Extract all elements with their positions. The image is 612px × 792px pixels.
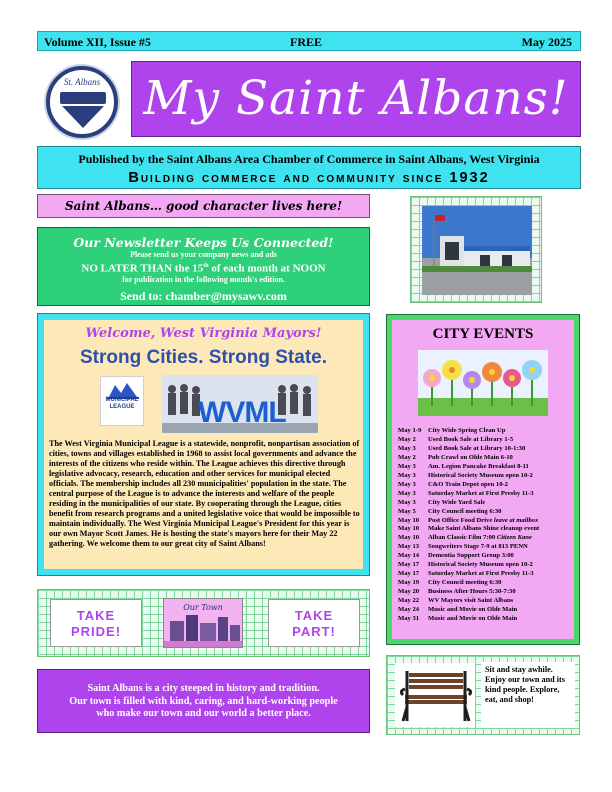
issue-bar	[37, 31, 581, 51]
issue-date: May 2025	[521, 35, 572, 49]
event-text: C&O Train Depot open 10-2	[428, 480, 508, 488]
event-date: May 17	[398, 570, 420, 578]
city-events-title: CITY EVENTS	[432, 326, 534, 342]
event-note: leave at mailbox	[493, 516, 539, 524]
event-item	[398, 463, 574, 472]
event-text: Dementia Support Group 3:00	[428, 552, 514, 560]
wvml-article	[44, 320, 363, 569]
event-item	[398, 472, 574, 481]
event-date: May 3	[398, 489, 416, 497]
event-item	[398, 543, 574, 552]
logo-band	[60, 92, 106, 104]
event-item	[398, 570, 574, 579]
event-item	[398, 561, 574, 570]
event-item	[398, 579, 574, 588]
event-item	[398, 615, 574, 624]
newsletter-heading: Our Newsletter Keeps Us Connected!	[73, 235, 334, 250]
event-text: Music and Movie on Olde Main	[428, 615, 518, 623]
building-photo-frame	[410, 196, 542, 303]
event-note: Citizen Kane	[496, 534, 532, 542]
take-pride-sign: TAKE PRIDE!	[50, 599, 142, 647]
event-text: City Council meeting 6:30	[428, 579, 502, 587]
event-date: May 10	[398, 534, 420, 542]
closing-line2: Our town is filled with kind, caring, and hard-working people	[69, 695, 338, 707]
event-text: Am. Legion Pancake Breakfast 8-11	[428, 462, 529, 470]
publisher-banner	[37, 146, 581, 189]
event-text: Music and Movie on Olde Main	[428, 606, 518, 614]
closing-line3: who make our town and our world a better place.	[96, 708, 311, 719]
city-events	[392, 320, 574, 639]
event-text: Pub Crawl on Olde Main 6-10	[428, 453, 513, 461]
event-date: May 2	[398, 453, 416, 461]
event-text: Business After Hours 5:30-7:30	[428, 588, 516, 596]
bench-icon	[395, 663, 475, 727]
event-date: May 20	[398, 588, 420, 596]
since-line: Building commerce and community since 1932	[128, 170, 490, 186]
event-date: May 14	[398, 552, 420, 560]
event-text: Historical Society Museum open 10-2	[428, 471, 533, 479]
event-date: May 5	[398, 507, 416, 515]
event-text: Post Office Food Drive	[428, 516, 494, 524]
event-date: May 22	[398, 597, 420, 605]
newsletter-deadline: NO LATER THAN the 15th of each month at NOON	[81, 262, 326, 275]
event-text: City Wide Spring Clean Up	[428, 427, 506, 434]
price-label: FREE	[290, 35, 323, 49]
take-part-sign: TAKE PART!	[268, 599, 360, 647]
event-item	[398, 534, 574, 543]
our-town-text: Our Town	[183, 603, 223, 612]
newsletter-line1: Please send us your company news and ads	[130, 250, 277, 259]
our-town-graphic	[163, 598, 243, 648]
event-date: May 3	[398, 444, 416, 452]
bench-frame	[386, 655, 580, 735]
event-text: Alban Classic Film 7:00	[428, 534, 497, 542]
municipal-league-logo	[100, 376, 144, 426]
newsletter-email[interactable]: Send to: chamber@mysawv.com	[120, 288, 287, 303]
flowers-illustration	[418, 350, 548, 416]
event-text: Songwriters Stage 7-9 at 813 PENN	[428, 543, 528, 551]
publisher-line: Published by the Saint Albans Area Chamber of Commerce in Saint Albans, West Virginia	[78, 152, 540, 166]
event-text: Used Book Sale at Library 10-1:30	[428, 444, 526, 452]
event-item	[398, 597, 574, 606]
event-item	[398, 508, 574, 517]
event-date: May 1-9	[398, 427, 422, 434]
event-date: May 3	[398, 498, 416, 506]
welcome-heading: Welcome, West Virginia Mayors!	[85, 326, 322, 341]
bench-caption: Sit and stay awhile. Enjoy our town and its kind people. Explore, eat, and shop!	[481, 662, 575, 728]
event-text: Historical Society Museum open 10-2	[428, 561, 533, 569]
closing-message	[37, 669, 370, 733]
wvml-body: The West Virginia Municipal League is a statewide, nonprofit, nonpartisan association of cities, towns and villages established in 1968 to assist local governments and advance the interests of the citizens who reside within. The League achieves this directive through legislative advocacy, research, education and other services for municipal elected officials. The membership includes all 230 municipalities' population in the state. The central purpose of the League is to advance the interests and welfare of the people residing in the municipalities of our state. By cooperating through the League, cities benefit from research programs and a united legislative voice that would be impossible to maintain individually. The West Virginia Municipal League's President for this year is our own Mayor Scott James. He is hosting the state's mayors here for their May 22 gathering. We welcome them to our great city of Saint Albans!	[49, 439, 360, 548]
event-item	[398, 427, 574, 436]
event-date: May 19	[398, 579, 420, 587]
event-item	[398, 606, 574, 615]
event-date: May 3	[398, 462, 416, 470]
event-date: May 3	[398, 471, 416, 479]
event-item	[398, 490, 574, 499]
newsletter-line3: for publication in the following month's edition.	[122, 274, 285, 284]
wvml-sign: WVML	[198, 396, 286, 429]
closing-line1: Saint Albans is a city steeped in history and tradition.	[87, 683, 320, 694]
event-text: Saturday Market at First Presby 11-3	[428, 570, 534, 578]
event-date: May 24	[398, 606, 420, 614]
event-item	[398, 445, 574, 454]
event-date: May 2	[398, 435, 416, 443]
events-list	[398, 427, 574, 624]
event-text: City Council meeting 6:30	[428, 507, 502, 515]
event-text: WV Mayors visit Saint Albans	[428, 597, 514, 605]
strong-cities-slogan: Strong Cities. Strong State.	[79, 347, 328, 368]
event-date: May 17	[398, 561, 420, 569]
event-text: Make Saint Albans Shine cleanup event	[428, 525, 540, 533]
take-pride-strip	[37, 589, 370, 657]
event-item	[398, 517, 574, 526]
event-date: May 3	[398, 480, 416, 488]
event-date: May 10	[398, 525, 420, 533]
event-date: May 13	[398, 543, 420, 551]
newsletter-box	[37, 227, 370, 306]
event-item	[398, 436, 574, 445]
event-text: Saturday Market at First Presby 11-3	[428, 489, 534, 497]
event-text: Used Book Sale at Library 1-5	[428, 435, 514, 443]
building-photo	[422, 206, 532, 295]
league-group-photo	[162, 375, 318, 433]
event-text: City Wide Yard Sale	[428, 498, 486, 506]
event-item	[398, 525, 574, 534]
event-item	[398, 499, 574, 508]
event-item	[398, 481, 574, 490]
tagline: Saint Albans… good character lives here!	[37, 194, 370, 218]
event-item	[398, 454, 574, 463]
event-item	[398, 588, 574, 597]
city-events-frame	[386, 314, 580, 645]
volume-label: Volume XII, Issue #5	[44, 35, 151, 49]
st-albans-logo	[46, 66, 118, 138]
event-date: May 31	[398, 615, 420, 623]
logo-year: est. 1932	[71, 106, 93, 112]
wvml-article-frame	[37, 313, 370, 576]
logo-text: St. Albans	[63, 77, 101, 87]
league-logo-text: MUNICIPAL LEAGUE	[105, 397, 139, 410]
event-date: May 10	[398, 516, 420, 524]
event-item	[398, 552, 574, 561]
masthead-title: My Saint Albans!	[131, 61, 581, 137]
